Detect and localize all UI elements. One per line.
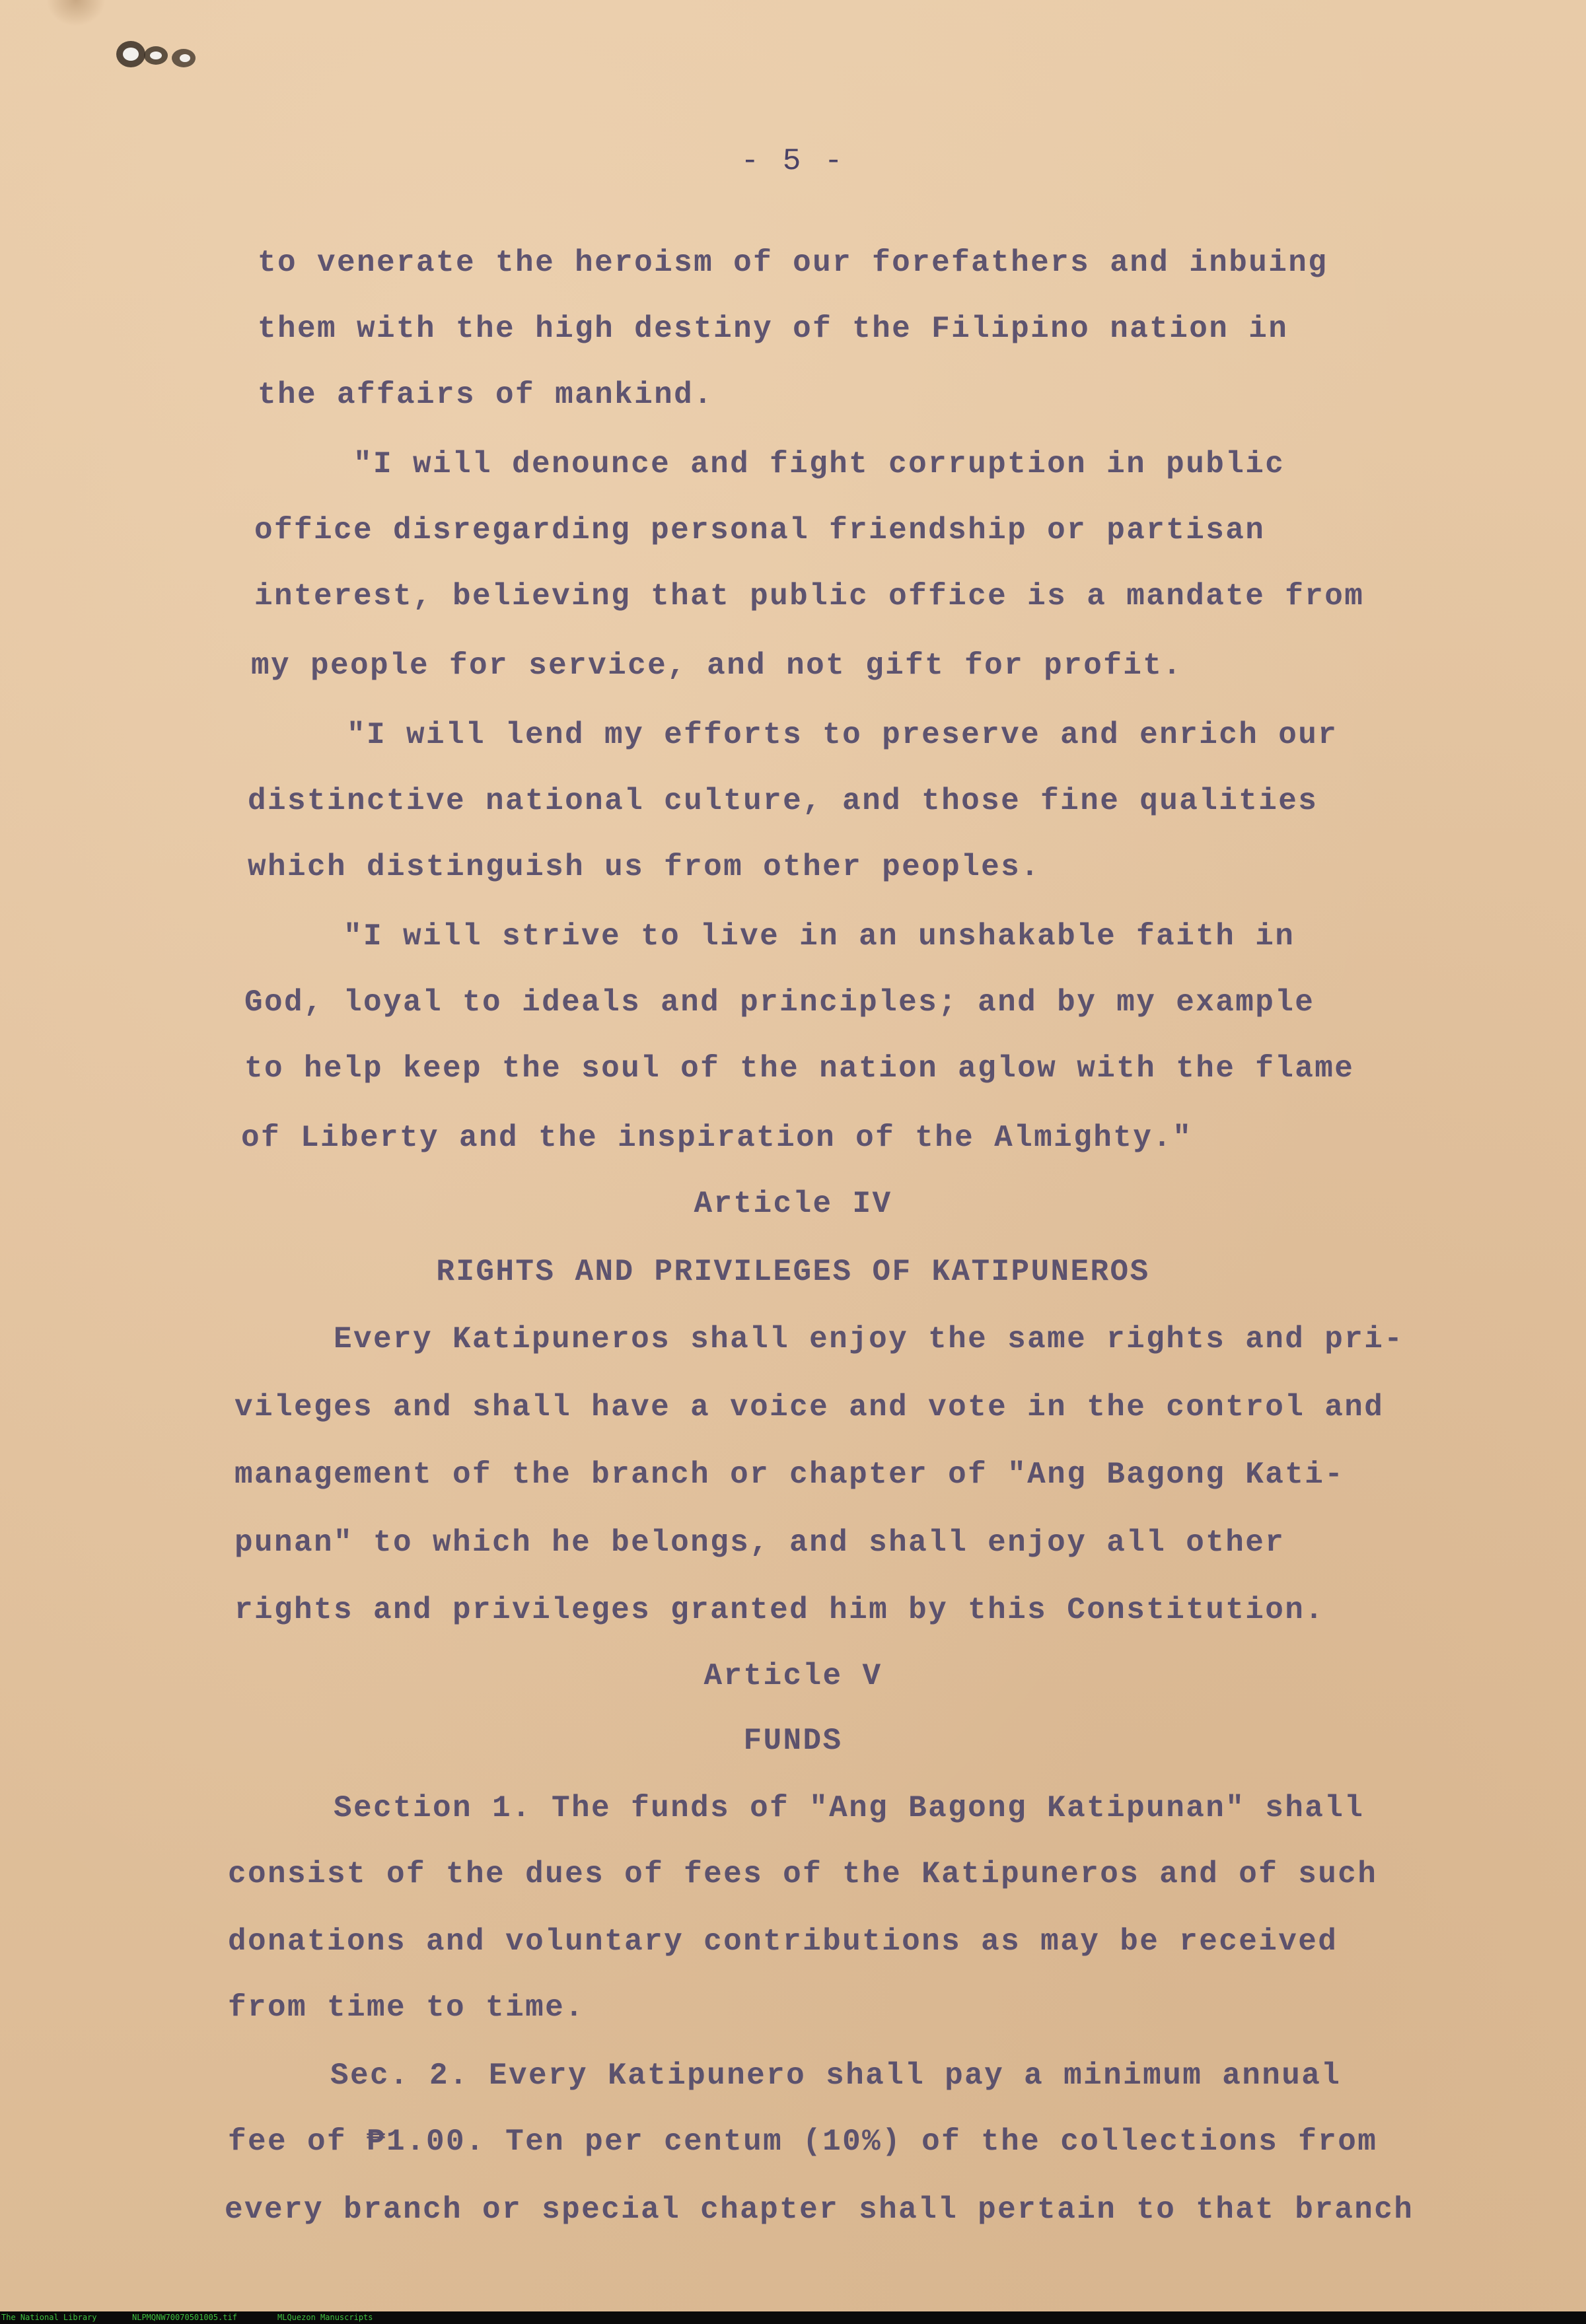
article-4-line: Every Katipuneros shall enjoy the same rights and pri- <box>334 1322 1404 1356</box>
body-line: "I will strive to live in an unshakable faith in <box>343 919 1295 954</box>
article-4-line: punan" to which he belongs, and shall enjoy all other <box>234 1526 1285 1560</box>
article-5-line: Sec. 2. Every Katipunero shall pay a minimum annual <box>330 2059 1342 2093</box>
article-5-line: donations and voluntary contributions as may be received <box>228 1924 1338 1959</box>
article-5-line: from time to time. <box>228 1990 585 2025</box>
body-line: to venerate the heroism of our forefathers and inbuing <box>258 246 1328 280</box>
body-line: "I will denounce and fight corruption in public <box>353 447 1285 481</box>
footer-file: NLPMQNW70070501005.tif <box>132 2313 237 2322</box>
scan-footer-bar <box>0 2311 1586 2324</box>
body-line: "I will lend my efforts to preserve and enrich our <box>347 718 1338 752</box>
article-5-line: consist of the dues of fees of the Katipuneros and of such <box>228 1857 1378 1891</box>
article-4-line: vileges and shall have a voice and vote in the control and <box>234 1390 1385 1425</box>
body-line: office disregarding personal friendship or partisan <box>254 513 1266 547</box>
body-line: God, loyal to ideals and principles; and by my example <box>244 985 1315 1020</box>
article-5-line: Section 1. The funds of "Ang Bagong Katipunan" shall <box>334 1791 1365 1825</box>
body-line: the affairs of mankind. <box>258 378 714 412</box>
footer-collection: MLQuezon Manuscripts <box>277 2313 373 2322</box>
article-4-line: rights and privileges granted him by this Constitution. <box>234 1593 1325 1627</box>
body-line: my people for service, and not gift for profit. <box>251 649 1183 683</box>
corner-stain <box>46 0 106 26</box>
article-5-subtitle: FUNDS <box>743 1724 843 1758</box>
article-5-line: fee of ₱1.00. Ten per centum (10%) of the collections from <box>228 2125 1378 2159</box>
body-line: which distinguish us from other peoples. <box>248 850 1041 884</box>
body-line: to help keep the soul of the nation aglow with the flame <box>244 1051 1355 1086</box>
punch-hole-marks <box>111 34 210 74</box>
article-5-line: every branch or special chapter shall pertain to that branch <box>225 2193 1414 2227</box>
article-4-line: management of the branch or chapter of "Ang Bagong Kati- <box>234 1458 1345 1492</box>
article-5-title: Article V <box>703 1659 883 1693</box>
article-4-subtitle: RIGHTS AND PRIVILEGES OF KATIPUNEROS <box>436 1255 1150 1289</box>
body-line: distinctive national culture, and those fine qualities <box>248 784 1318 818</box>
page-number: - 5 - <box>740 144 846 178</box>
article-4-title: Article IV <box>694 1187 892 1221</box>
body-line: of Liberty and the inspiration of the Almighty." <box>241 1121 1193 1155</box>
body-line: interest, believing that public office is a mandate from <box>254 579 1365 614</box>
footer-library: The National Library <box>1 2313 97 2322</box>
body-line: them with the high destiny of the Filipino nation in <box>258 312 1289 346</box>
